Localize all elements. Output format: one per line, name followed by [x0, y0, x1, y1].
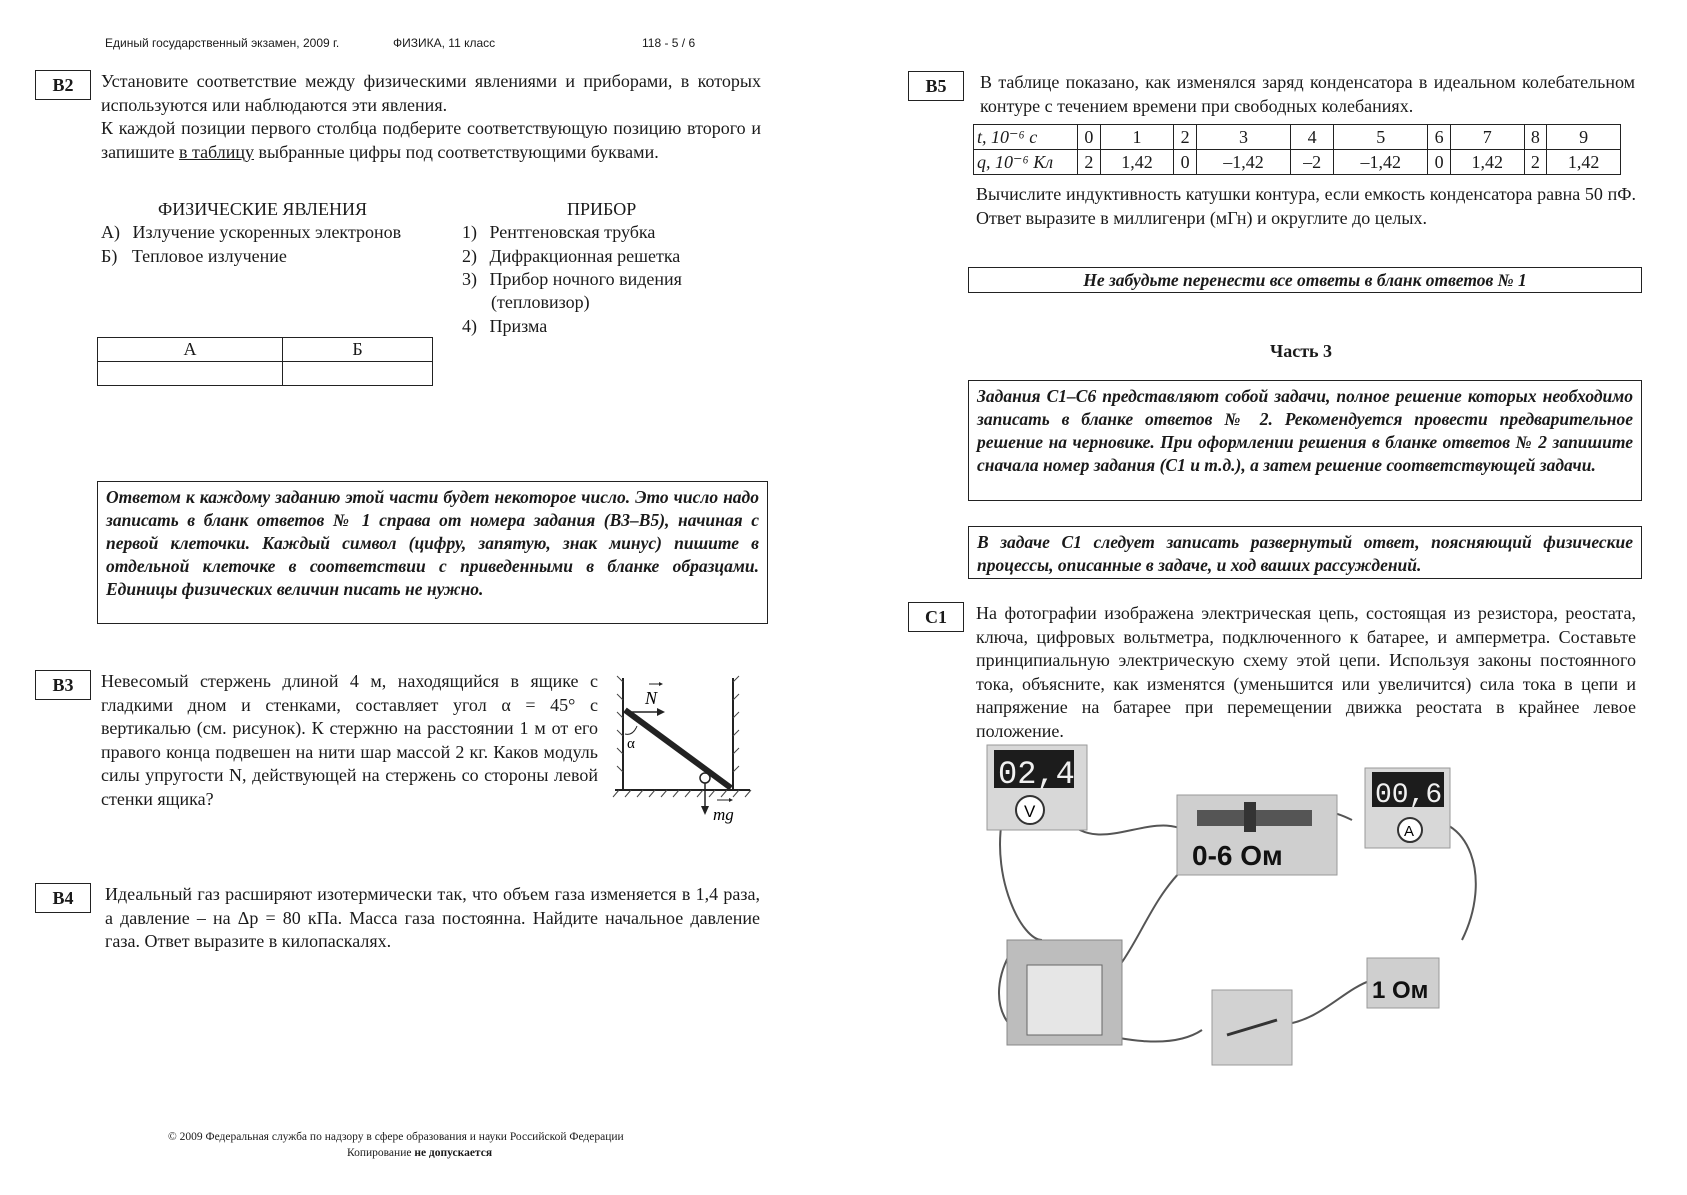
c1-voltmeter-symbol: V	[1024, 802, 1036, 821]
c1-resistor-label: 1 Ом	[1372, 977, 1429, 1004]
b4-text: Идеальный газ расширяют изотермически так, что объем газа изменяется в 1,4 раза, а давление – на Δp = 80 кПа. Масса газа постоянна. Найдите начальное давление газа. Ответ выразите в килопаскалях.	[105, 884, 760, 951]
b3-ball	[700, 773, 710, 783]
c1-wire	[1282, 980, 1372, 1025]
b5-t-cell: 8	[1524, 125, 1547, 150]
footer-copyright: © 2009 Федеральная служба по надзору в сфере образования и науки Российской Федерации	[168, 1131, 624, 1143]
b2-phenomenon-a-key: А)	[101, 222, 120, 242]
footer-copy-bold: не допускается	[414, 1147, 493, 1159]
b2-device-1-key: 1)	[462, 222, 477, 242]
c1-circuit-illustration	[982, 740, 1602, 1085]
b5-t-cell: 2	[1174, 125, 1197, 150]
b2-table-link: в таблицу	[178, 141, 255, 162]
b5-row-q-label: q, 10⁻⁶ Кл	[974, 150, 1078, 175]
b2-device-4-text: Призма	[489, 316, 548, 336]
b2-text-2b: выбранные цифры под соответствующими буквами.	[254, 141, 659, 162]
b3-text: Невесомый стержень длиной 4 м, находящийся в ящике с гладкими дном и стенками, составляет угол α = 45° с вертикалью (см. рисунок). К стержню на расстоянии 1 м от его правого конца подвешен на нити шар массой 2 кг. Каков модуль силы упругости N, действующей на стержень со стороны левой стенки ящика?	[101, 671, 598, 809]
b2-answer-header-b: Б	[283, 338, 433, 362]
b2-answer-cell-b[interactable]	[283, 362, 433, 386]
b2-phenomenon-b	[101, 245, 287, 269]
task-label-b2: B2	[35, 70, 91, 100]
b2-device-1	[462, 221, 655, 245]
b2-text	[101, 70, 761, 164]
b5-q-cell: 1,42	[1100, 150, 1174, 175]
b5-q-cell: –1,42	[1197, 150, 1291, 175]
b2-col2-header: ПРИБОР	[567, 199, 637, 219]
c1-rheostat-slider	[1244, 802, 1256, 832]
b5-q-cell: 1,42	[1450, 150, 1524, 175]
b2-device-4-key: 4)	[462, 316, 477, 336]
header-subject: ФИЗИКА, 11 класс	[393, 36, 496, 50]
b2-phenomenon-b-text: Тепловое излучение	[131, 246, 287, 266]
b2-phenomenon-a	[101, 221, 401, 245]
c1-battery-cell	[1027, 965, 1102, 1035]
b2-answer-cell-a[interactable]	[98, 362, 283, 386]
c1-ammeter-reading: 00,6	[1375, 780, 1443, 811]
b5-t-cell: 7	[1450, 125, 1524, 150]
b5-row-t-label: t, 10⁻⁶ с	[974, 125, 1078, 150]
header-exam: Единый государственный экзамен, 2009 г.	[105, 36, 340, 50]
header-page: 118 - 5 / 6	[642, 36, 696, 50]
b5-t-cell: 0	[1078, 125, 1101, 150]
b5-text: В таблице показано, как изменялся заряд конденсатора в идеальном колебательном контуре с течением времени при свободных колебаниях.	[980, 72, 1635, 116]
b2-text-2a: К каждой позиции первого столбца подберите соответствующую позицию второго и запишите	[101, 118, 761, 162]
b2-device-3-key: 3)	[462, 269, 477, 289]
b5-t-cell: 4	[1291, 125, 1334, 150]
c1-text: На фотографии изображена электрическая цепь, состоящая из резистора, реостата, ключа, цифровых вольтметра, подключенного к батарее, и амперметра. Составьте принципиальную электрическую схему этой цепи. Используя законы постоянного тока, объясните, как изменятся (уменьшится или увеличится) сила тока в цепи и напряжение на батарее при перемещении движка реостата в крайнее левое положение.	[976, 603, 1636, 741]
task-label-c1: C1	[908, 602, 964, 632]
b5-q-cell: 2	[1078, 150, 1101, 175]
c1-voltmeter-reading: 02,4	[998, 756, 1075, 793]
reminder-box: Не забудьте перенести все ответы в бланк ответов № 1	[968, 267, 1642, 293]
b5-q-cell: 0	[1428, 150, 1451, 175]
b5-row-charge	[974, 150, 1621, 175]
part3-notice-2: В задаче С1 следует записать развернутый ответ, поясняющий физические процессы, описанные в задаче, и ход ваших рассуждений.	[968, 526, 1642, 579]
b2-col1-header: ФИЗИЧЕСКИЕ ЯВЛЕНИЯ	[158, 199, 367, 219]
b5-t-cell: 9	[1547, 125, 1621, 150]
b5-charge-table	[973, 124, 1621, 175]
b2-device-3	[462, 268, 682, 292]
b2-phenomenon-b-key: Б)	[101, 246, 118, 266]
c1-circuit-photo	[982, 740, 1602, 1085]
b5-t-cell: 3	[1197, 125, 1291, 150]
b2-answer-table	[97, 337, 433, 386]
b2-phenomenon-a-text: Излучение ускоренных электронов	[132, 222, 402, 242]
b5-q-cell: 0	[1174, 150, 1197, 175]
b2-device-3-text: Прибор ночного видения	[489, 269, 682, 289]
footer-copy-prefix: Копирование	[347, 1147, 415, 1159]
b3-label-mg: mg	[713, 805, 734, 824]
task-label-b4: B4	[35, 883, 91, 913]
b2-device-4	[462, 315, 547, 339]
b2-answer-header-a: А	[98, 338, 283, 362]
footer-copy-notice	[347, 1147, 492, 1159]
b5-row-time	[974, 125, 1621, 150]
b2-device-2	[462, 245, 680, 269]
c1-rheostat-label: 0-6 Ом	[1192, 840, 1283, 871]
b3-figure	[605, 670, 755, 830]
task-label-b5: B5	[908, 71, 964, 101]
b2-device-2-text: Дифракционная решетка	[489, 246, 681, 266]
task-label-b3: B3	[35, 670, 91, 700]
part2-notice: Ответом к каждому заданию этой части будет некоторое число. Это число надо записать в бланк ответов № 1 справа от номера задания (В3–В5), начиная с первой клеточки. Каждый символ (цифру, запятую, знак минус) пишите в отдельной клеточке в соответствии с приведенными в бланке образцами. Единицы физических величин писать не нужно.	[97, 481, 768, 624]
b2-device-1-text: Рентгеновская трубка	[489, 222, 656, 242]
b5-t-cell: 5	[1334, 125, 1428, 150]
part3-title: Часть 3	[1270, 341, 1333, 361]
b5-q-cell: –2	[1291, 150, 1334, 175]
b5-q-cell: 1,42	[1547, 150, 1621, 175]
part3-notice-1: Задания С1–С6 представляют собой задачи, полное решение которых необходимо записать в бланке ответов № 2. Рекомендуется провести предварительное решение на черновике. При оформлении решения в бланке ответов № 2 запишите сначала номер задания (С1 и т.д.), а затем решение соответствующей задачи.	[968, 380, 1642, 501]
b2-device-2-key: 2)	[462, 246, 477, 266]
b5-t-cell: 6	[1428, 125, 1451, 150]
b3-label-alpha: α	[627, 736, 635, 752]
b5-question: Вычислите индуктивность катушки контура, если емкость конденсатора равна 50 пФ. Ответ выразите в миллигенри (мГн) и округлите до целых.	[976, 184, 1636, 228]
b5-t-cell: 1	[1100, 125, 1174, 150]
b2-device-3-cont: (тепловизор)	[491, 292, 590, 312]
b3-label-n: N	[645, 688, 658, 708]
b5-q-cell: –1,42	[1334, 150, 1428, 175]
c1-ammeter-symbol: A	[1404, 823, 1415, 840]
b5-q-cell: 2	[1524, 150, 1547, 175]
b2-text-1: Установите соответствие между физическими явлениями и приборами, в которых используются или наблюдаются эти явления.	[101, 71, 761, 115]
c1-wire	[1000, 820, 1042, 940]
b3-rod	[625, 710, 731, 788]
